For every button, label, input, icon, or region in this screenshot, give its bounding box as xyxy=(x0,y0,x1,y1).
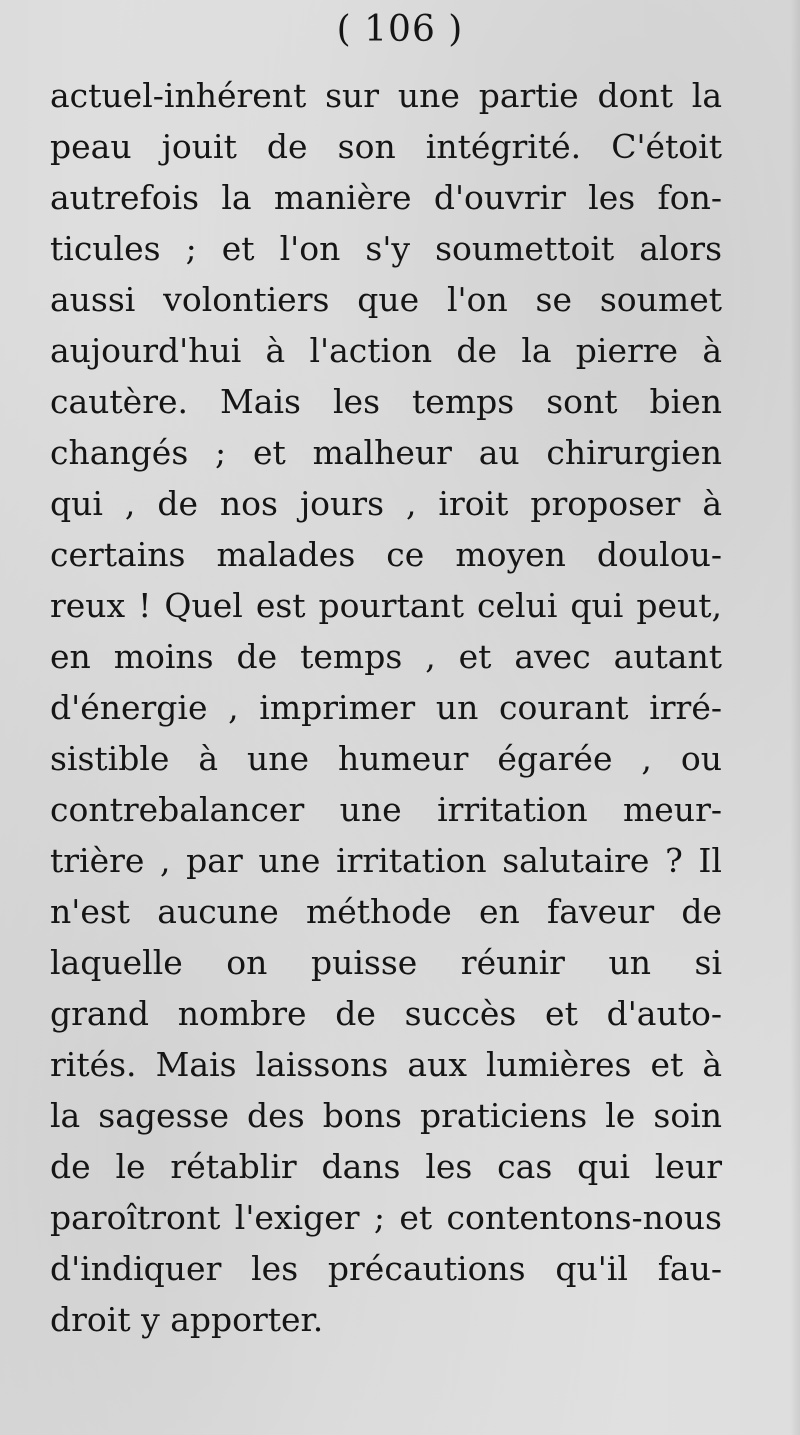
text-line: de le rétablir dans les cas qui leur xyxy=(50,1147,722,1186)
text-line: laquelle on puisse réunir un si xyxy=(50,943,722,982)
page-number: ( 106 ) xyxy=(336,9,464,50)
text-line: la sagesse des bons praticiens le soin xyxy=(50,1096,722,1135)
text-line: aussi volontiers que l'on se soumet xyxy=(50,280,722,319)
text-line: en moins de temps , et avec autant xyxy=(50,637,722,676)
text-line: cautère. Mais les temps sont bien xyxy=(50,382,722,421)
text-line: certains malades ce moyen doulou- xyxy=(50,535,722,574)
text-line: reux ! Quel est pourtant celui qui peut, xyxy=(50,586,722,625)
text-line: sistible à une humeur égarée , ou xyxy=(50,739,722,778)
text-line: autrefois la manière d'ouvrir les fon- xyxy=(50,178,722,217)
text-line: grand nombre de succès et d'auto- xyxy=(50,994,722,1033)
text-line: aujourd'hui à l'action de la pierre à xyxy=(50,331,722,370)
text-line: changés ; et malheur au chirurgien xyxy=(50,433,722,472)
text-line: d'énergie , imprimer un courant irré- xyxy=(50,688,722,727)
text-line: peau jouit de son intégrité. C'étoit xyxy=(50,127,722,166)
text-line: n'est aucune méthode en faveur de xyxy=(50,892,722,931)
text-line: qui , de nos jours , iroit proposer à xyxy=(50,484,722,523)
text-line: ticules ; et l'on s'y soumettoit alors xyxy=(50,229,722,268)
text-line: paroîtront l'exiger ; et contentons-nous xyxy=(50,1198,722,1237)
text-line: rités. Mais laissons aux lumières et à xyxy=(50,1045,722,1084)
text-line: actuel-inhérent sur une partie dont la xyxy=(50,76,722,115)
text-line: d'indiquer les précautions qu'il fau- xyxy=(50,1249,722,1288)
body-text xyxy=(50,70,722,1345)
text-line: trière , par une irritation salutaire ? Il xyxy=(50,841,722,880)
text-line: contrebalancer une irritation meur- xyxy=(50,790,722,829)
text-line: droit y apporter. xyxy=(50,1300,324,1339)
